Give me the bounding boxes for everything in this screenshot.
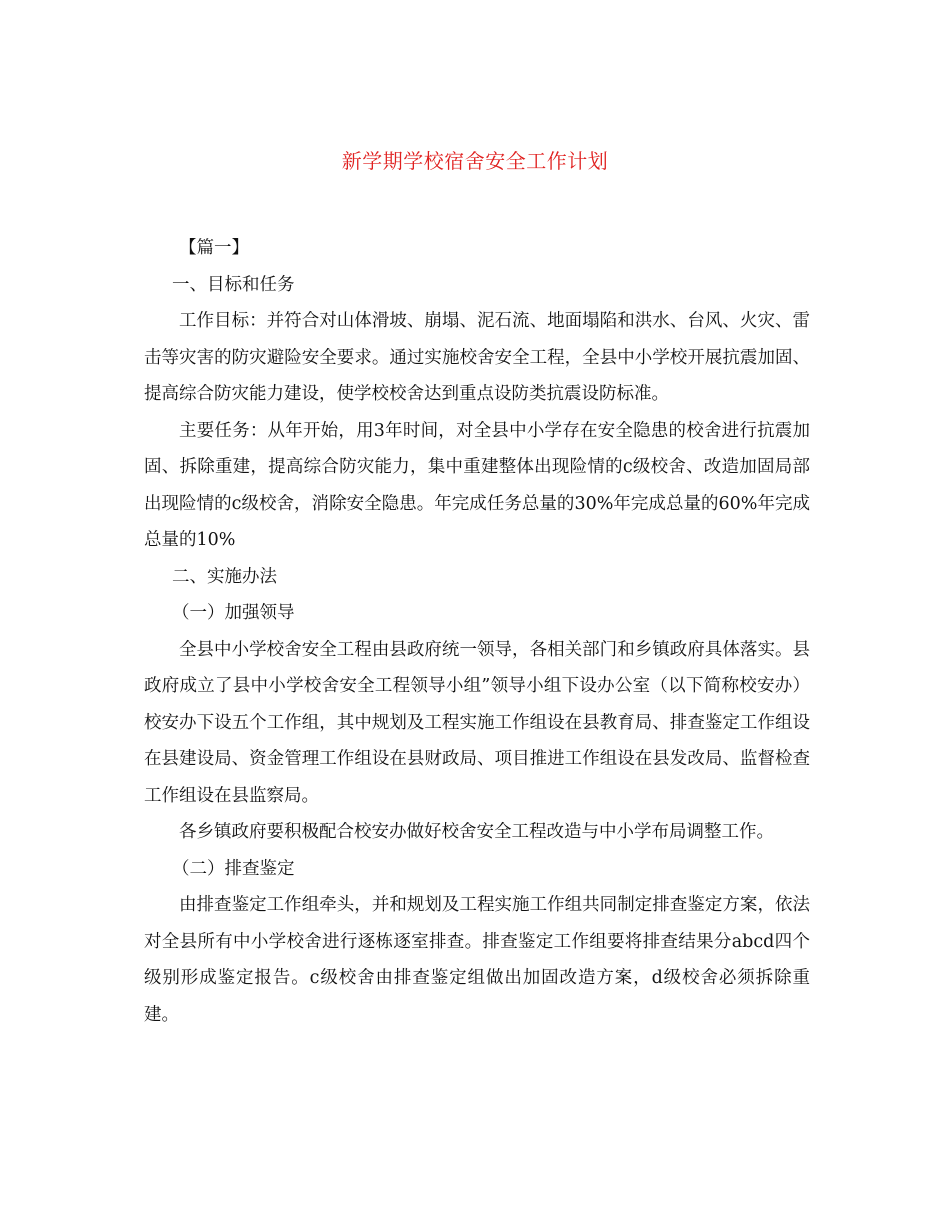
subsection-heading-leadership: （一）加强领导 [172,603,295,623]
document-title: 新学期学校宿舍安全工作计划 [341,149,609,173]
paragraph-work-goal: 工作目标：并符合对山体滑坡、崩塌、泥石流、地面塌陷和洪水、台风、火灾、雷击等灾害的防灾避险安全要求。通过实施校舍安全工程，全县中小学校开展抗震加固、提高综合防灾能力建设，使学校校舍达到重点设防类抗震设防标准。 [144,311,810,404]
part-heading: 【篇一】 [179,238,249,258]
paragraph-township-cooperation: 各乡镇政府要积极配合校安办做好校舍安全工程改造与中小学布局调整工作。 [179,822,774,842]
subsection-heading-inspection: （二）排查鉴定 [172,858,295,879]
section-heading-methods: 二、实施办法 [172,566,277,587]
paragraph-main-tasks: 主要任务：从年开始，用3年时间，对全县中小学存在安全隐患的校舍进行抗震加固、拆除重建，提高综合防灾能力，集中重建整体出现险情的c级校舍、改造加固局部出现险情的c级校舍，消除安全隐患。年完成任务总量的30%年完成总量的60%年完成总量的10% [144,420,810,550]
section-heading-goals: 一、目标和任务 [172,274,295,295]
paragraph-leadership: 全县中小学校舍安全工程由县政府统一领导，各相关部门和乡镇政府具体落实。县政府成立了县中小学校舍安全工程领导小组”领导小组下设办公室（以下简称校安办）校安办下设五个工作组，其中规划及工程实施工作组设在县教育局、排查鉴定工作组设在县建设局、资金管理工作组设在县财政局、项目推进工作组设在县发改局、监督检查工作组设在县监察局。 [144,639,810,806]
paragraph-inspection: 由排查鉴定工作组牵头，并和规划及工程实施工作组共同制定排查鉴定方案，依法对全县所有中小学校舍进行逐栋逐室排查。排查鉴定工作组要将排查结果分abcd四个级别形成鉴定报告。c级校舍由排查鉴定组做出加固改造方案，d级校舍必须拆除重建。 [144,895,810,1025]
document-body [144,230,810,1033]
